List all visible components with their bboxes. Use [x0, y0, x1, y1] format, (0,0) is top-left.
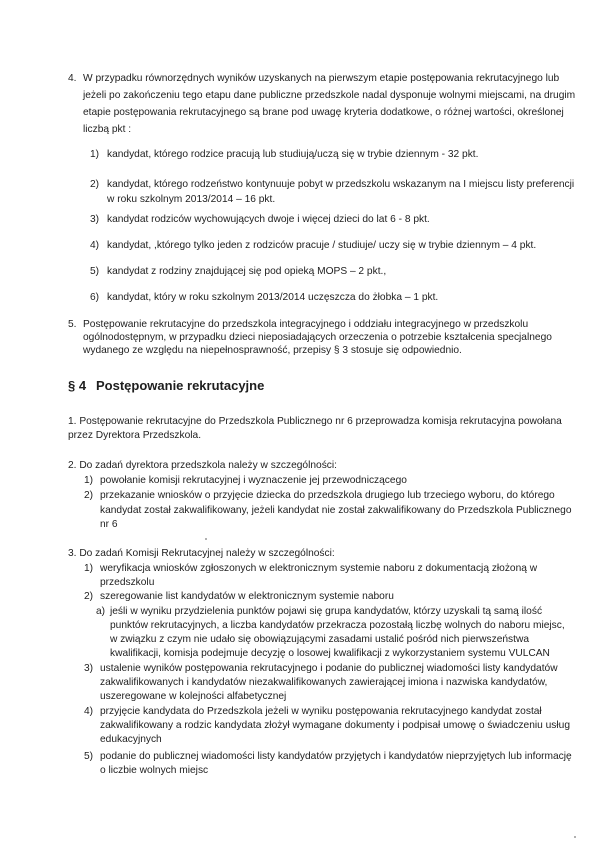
- list-item-number: 2): [84, 591, 94, 602]
- list-item-text: kandydat został zakwalifikowany, jeżeli kandydat nie został zakwalifikowany do Przedszkola Publicznego: [100, 505, 572, 516]
- list-item-number: 4): [84, 706, 94, 717]
- paragraph-5-line: Postępowanie rekrutacyjne do przedszkola integracyjnego i oddziału integracyjnego w przedszkolu: [83, 319, 529, 330]
- paragraph-4-line: etapie postępowania rekrutacyjnego są brane pod uwagę kryteria dodatkowe, o różnej wartości, określonej: [83, 107, 564, 118]
- list-item-text: zakwalifikowany a rodzic kandydata złożył wymagane dokumenty i podpisał umowę o świadczeniu usług: [100, 720, 570, 731]
- list-item-number: 1): [84, 475, 94, 486]
- list-item-number: 2): [90, 179, 100, 190]
- list-item-text: kandydat, ,którego tylko jeden z rodziców pracuje / studiuje/ uczy się w trybie dziennym – 4 pkt.: [107, 240, 537, 251]
- list-item-text: szeregowanie list kandydatów w elektronicznym systemie naboru: [100, 591, 394, 602]
- list-item-number: 5): [84, 751, 94, 762]
- list-item-number: 1): [84, 563, 94, 574]
- list-item-text: powołanie komisji rekrutacyjnej i wyznaczenie jej przewodniczącego: [100, 475, 407, 486]
- list-item-text: podanie do publicznej wiadomości listy kandydatów przyjętych i kandydatów nieprzyjętych lub informację: [100, 751, 572, 762]
- section-title: Postępowanie rekrutacyjne: [96, 378, 265, 393]
- paragraph-5-line: wydanego ze względu na niepełnosprawność, przepisy § 3 stosuje się odpowiednio.: [83, 345, 462, 356]
- list-item-text: kandydat z rodziny znajdującej się pod opieką MOPS – 2 pkt.,: [107, 266, 387, 277]
- list-item-text: przyjęcie kandydata do Przedszkola jeżeli w wyniku postępowania rekrutacyjnego kandydat został: [100, 706, 542, 717]
- section-1-line: przez Dyrektora Przedszkola.: [68, 430, 202, 441]
- scan-speck: [574, 836, 576, 838]
- list-item-number: 3): [84, 663, 94, 674]
- list-item-text: kandydat, którego rodzice pracują lub studiują/uczą się w trybie dziennym - 32 pkt.: [107, 149, 479, 160]
- list-item-text: ustalenie wyników postępowania rekrutacyjnego i podanie do publicznej wiadomości listy kandydatów: [100, 663, 558, 674]
- list-item-text: edukacyjnych: [100, 734, 162, 745]
- list-item-text: nr 6: [100, 519, 118, 530]
- list-item-text: przedszkolu: [100, 577, 155, 588]
- list-item-text: weryfikacja wniosków zgłoszonych w elektronicznym systemie naboru z dokumentacją złożoną w: [100, 563, 538, 574]
- list-item-number: a): [96, 606, 106, 617]
- list-item-text: przekazanie wniosków o przyjęcie dziecka do przedszkola drugiego lub trzeciego wyboru, do którego: [100, 490, 555, 501]
- list-item-number: 4): [90, 240, 100, 251]
- section-1-line: 1. Postępowanie rekrutacyjne do Przedszkola Publicznego nr 6 przeprowadza komisja rekrutacyjna powołana: [68, 416, 562, 427]
- list-item-text: o liczbie wolnych miejsc: [100, 765, 209, 776]
- list-item-text: punktów rekrutacyjnych, a liczba kandydatów przekracza pozostałą liczbę wolnych do naboru miejsc,: [110, 620, 565, 631]
- list-item-number: 5): [90, 266, 100, 277]
- list-item-number: 1): [90, 149, 100, 160]
- section-2-heading: 2. Do zadań dyrektora przedszkola należy w szczególności:: [68, 460, 337, 471]
- list-item-number: 2): [84, 490, 94, 501]
- section-number: § 4: [68, 378, 87, 393]
- paragraph-4-line: jeżeli po zakończeniu tego etapu dane publiczne przedszkole nadal dysponuje wolnymi miejscami, na drugim: [83, 90, 576, 101]
- list-item-number: 3): [90, 214, 100, 225]
- list-item-text: w związku z czym nie udało się obowiązującymi zasadami ustalić pośród nich pierwszeństwa: [110, 634, 529, 645]
- paragraph-5-number: 5.: [68, 319, 77, 330]
- list-item-text: kandydat, którego rodzeństwo kontynuuje pobyt w przedszkolu wskazanym na I miejscu listy preferencji: [107, 179, 575, 190]
- list-item-number: 6): [90, 292, 100, 303]
- paragraph-5-line: ogólnodostępnym, w przypadku dzieci nieposiadających orzeczenia o potrzebie kształcenia specjalnego: [83, 332, 552, 343]
- list-item-text: zakwalifikowanych i kandydatów niezakwalifikowanych zawierającej imiona i nazwiska kandydatów,: [100, 677, 548, 688]
- list-item-text: kwalifikacji, komisja podejmuje decyzję o losowej kwalifikacji z wykorzystaniem systemu VULCAN: [110, 648, 550, 659]
- paragraph-4-line: liczbą pkt :: [83, 124, 132, 135]
- list-item-text: jeśli w wyniku przydzielenia punktów pojawi się grupa kandydatów, którzy uzyskali tą samą ilość: [110, 606, 543, 617]
- paragraph-4-number: 4.: [68, 73, 77, 84]
- paragraph-4-line: W przypadku równorzędnych wyników uzyskanych na pierwszym etapie postępowania rekrutacyjnego lub: [83, 73, 560, 84]
- list-item-text: kandydat rodziców wychowujących dwoje i więcej dzieci do lat 6 - 8 pkt.: [107, 214, 430, 225]
- section-3-heading: 3. Do zadań Komisji Rekrutacyjnej należy w szczególności:: [68, 548, 335, 559]
- list-item-text: uszeregowane w kolejności alfabetycznej: [100, 691, 287, 702]
- list-item-text: w roku szkolnym 2013/2014 – 16 pkt.: [107, 194, 276, 205]
- list-item-text: kandydat, który w roku szkolnym 2013/2014 uczęszcza do żłobka – 1 pkt.: [107, 292, 439, 303]
- scan-speck: [205, 538, 207, 540]
